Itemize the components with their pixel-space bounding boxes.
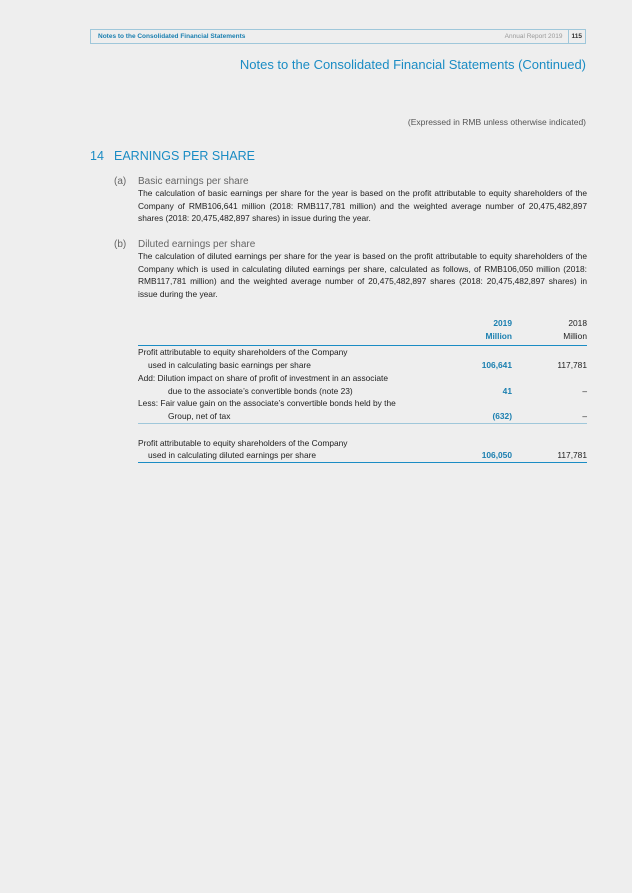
total-rule [138,462,587,463]
table-row [138,346,587,371]
row-label: Profit attributable to equity shareholders of the Company [138,347,348,358]
value-2019: 106,641 [481,360,512,371]
page-number: 115 [568,30,586,43]
value-2019: 41 [502,385,512,396]
note-title: EARNINGS PER SHARE [114,149,256,163]
row-label: Add: Dilution impact on share of profit of investment in an associate [138,372,388,383]
total-label: Profit attributable to equity shareholders of the Company [138,437,348,448]
column-2018-year: 2018 [568,318,587,328]
header-section-title: Notes to the Consolidated Financial Statements [98,33,246,40]
row-label-continued: due to the associate’s convertible bonds (note 23) [168,385,353,396]
column-2018-header [512,317,587,342]
row-label-continued: Group, net of tax [168,410,231,421]
basic-eps-letter: (a) [114,176,127,187]
note-heading [90,149,255,163]
value-2019: (632) [492,410,512,421]
value-2018: – [582,410,587,421]
column-2018-unit: Million [563,330,587,341]
basic-eps-text: The calculation of basic earnings per share for the year is based on the profit attributable to equity shareholders of the Company of RMB106,641 million (2018: RMB117,781 million) and the weighted average number of 20,475,482,897 shares (2018: 20,475,482,897 shares) in issue during the year. [138,188,587,224]
total-label-continued: used in calculating diluted earnings per share [148,450,317,461]
note-number: 14 [90,149,104,163]
total-value-2019: 106,050 [481,450,512,461]
column-2019-unit: Million [485,330,512,341]
diluted-eps-section [114,239,587,301]
column-2019-year: 2019 [493,318,512,328]
value-2018: 117,781 [557,360,587,371]
row-label-continued: used in calculating basic earnings per share [148,360,311,371]
total-row [138,437,587,462]
header-report-name: Annual Report 2019 [504,33,563,40]
currency-note: (Expressed in RMB unless otherwise indicated) [407,117,586,127]
running-header [90,29,586,44]
basic-eps-section [114,176,587,225]
diluted-eps-letter: (b) [114,239,127,250]
value-2018: – [582,385,587,396]
basic-eps-title: Basic earnings per share [138,176,249,187]
table-row [138,372,587,397]
column-2019-header [442,317,512,342]
page-title: Notes to the Consolidated Financial Statements (Continued) [239,57,586,72]
table-header [138,317,587,342]
diluted-earnings-table [138,317,587,463]
table-row [138,397,587,422]
row-label: Less: Fair value gain on the associate’s convertible bonds held by the [138,398,396,409]
diluted-eps-text: The calculation of diluted earnings per share for the year is based on the profit attributable to equity shareholders of the Company which is used in calculating diluted earnings per share, calculated as follows, of RMB106,050 million (2018: RMB117,781 million) and the weighted average number of 20,475,482,897 shares (2018: 20,475,482,897 shares) in issue during the year. [138,251,587,300]
diluted-eps-title: Diluted earnings per share [138,239,256,250]
total-value-2018: 117,781 [557,450,587,461]
